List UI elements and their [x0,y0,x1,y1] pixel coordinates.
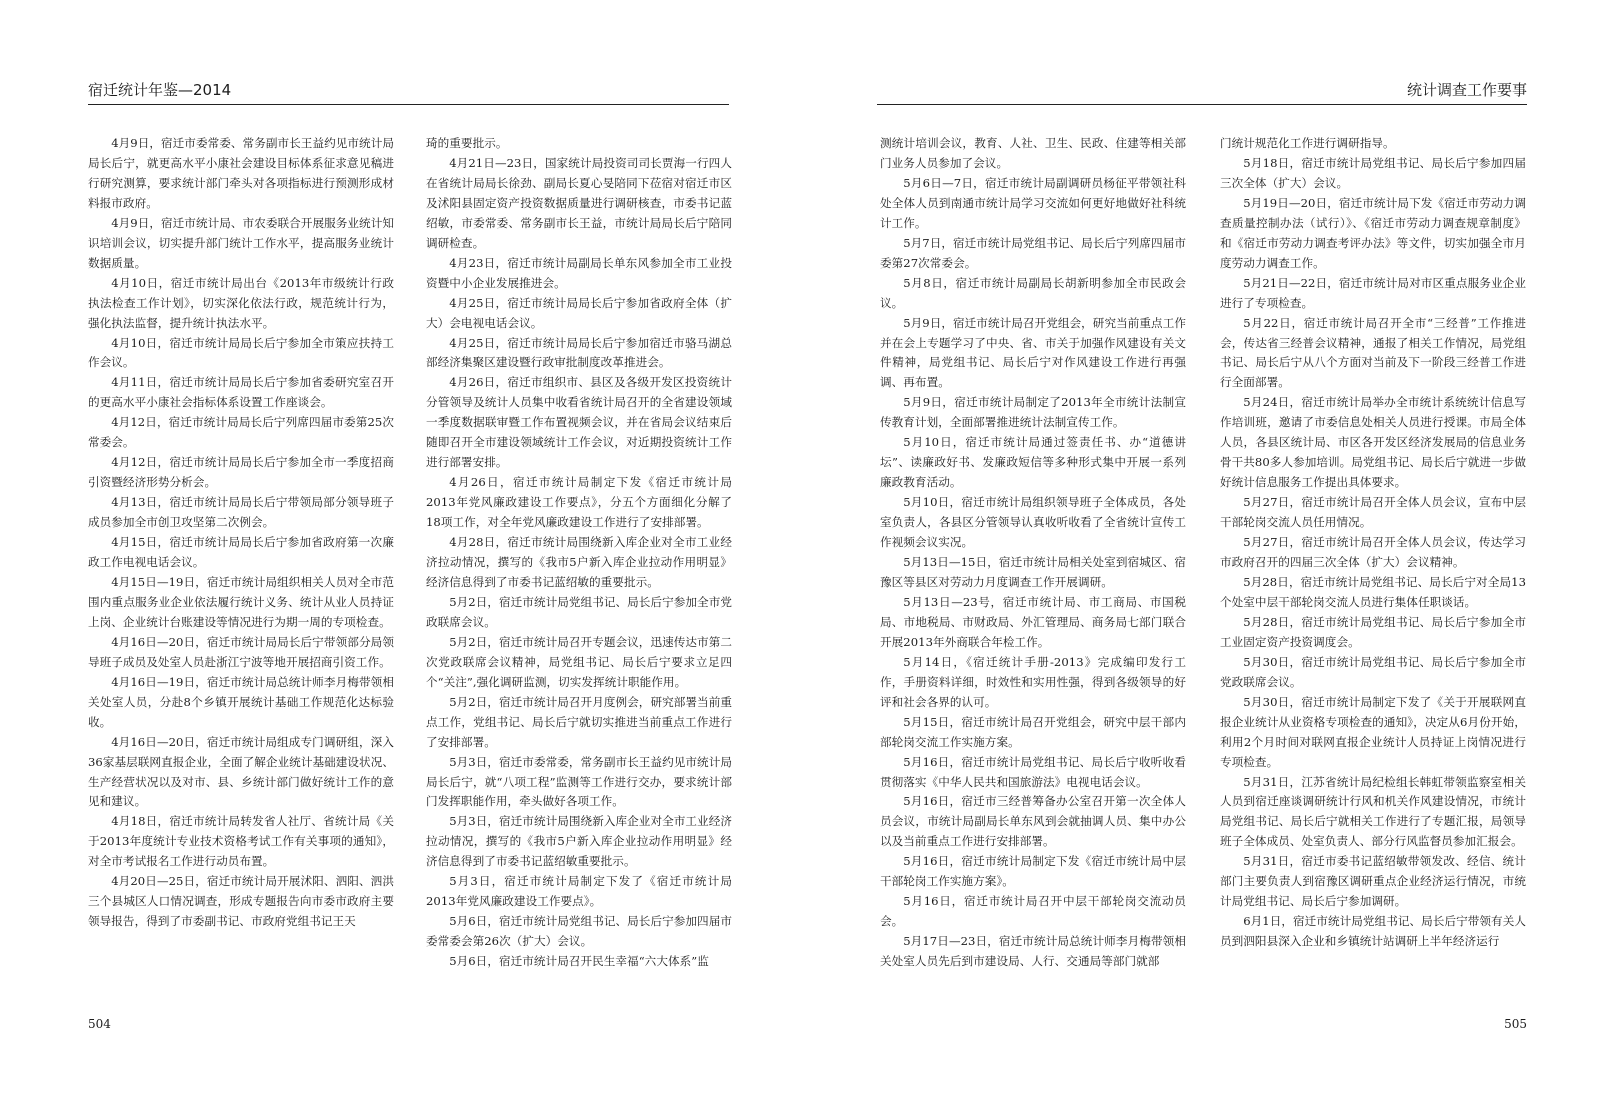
entry-paragraph: 5月9日，宿迁市统计局制定了2013年全市统计法制宣传教育计划，全面部署推进统计法制宣传工作。 [880,395,1186,430]
entry-paragraph: 4月25日，宿迁市统计局局长后宁参加省政府全体（扩大）会电视电话会议。 [426,295,732,330]
entry-paragraph: 4月21日—23日，国家统计局投资司司长贾海一行四人在省统计局局长徐劲、副局长夏心旻陪同下莅宿对宿迁市区及沭阳县固定资产投资数据质量进行调研核查，市委书记蓝绍敏，市委常委、常务副市长王益，市统计局局长后宁陪同调研检查。 [426,155,732,250]
entry-paragraph: 5月2日，宿迁市统计局召开月度例会，研究部署当前重点工作，党组书记、局长后宁就切实推进当前重点工作进行了安排部署。 [426,694,732,749]
entry-paragraph: 4月15日，宿迁市统计局局长后宁参加省政府第一次廉政工作电视电话会议。 [88,535,394,570]
entry-paragraph: 5月30日，宿迁市统计局制定下发了《关于开展联网直报企业统计从业资格专项检查的通知》，决定从6月份开始，利用2个月时间对联网直报企业统计人员持证上岗情况进行专项检查。 [1220,694,1526,769]
running-header [88,78,729,105]
running-header [877,78,1527,105]
entry-paragraph: 5月10日，宿迁市统计局通过签责任书、办“道德讲坛”、读廉政好书、发廉政短信等多种形式集中开展一系列廉政教育活动。 [880,435,1186,490]
entry-paragraph: 5月3日，宿迁市统计局制定下发了《宿迁市统计局2013年党风廉政建设工作要点》。 [426,874,732,909]
page-number: 504 [88,1017,111,1031]
entry-paragraph: 5月9日，宿迁市统计局召开党组会，研究当前重点工作并在会上专题学习了中央、省、市关于加强作风建设有关文件精神，局党组书记、局长后宁对作风建设工作进行再强调、再布置。 [880,315,1186,390]
entry-paragraph: 5月8日，宿迁市统计局副局长胡新明参加全市民政会议。 [880,275,1186,310]
entry-paragraph: 5月16日，宿迁市统计局制定下发《宿迁市统计局中层干部轮岗工作实施方案》。 [880,854,1186,889]
entry-paragraph: 5月21日—22日，宿迁市统计局对市区重点服务业企业进行了专项检查。 [1220,275,1526,310]
entry-paragraph: 5月18日，宿迁市统计局党组书记、局长后宁参加四届三次全体（扩大）会议。 [1220,155,1526,190]
entry-paragraph: 5月22日，宿迁市统计局召开全市“三经普”工作推进会，传达省三经普会议精神，通报了相关工作情况，局党组书记、局长后宁从八个方面对当前及下一阶段三经普工作进行全面部署。 [1220,315,1526,390]
entry-paragraph: 4月20日—25日，宿迁市统计局开展沭阳、泗阳、泗洪三个县城区人口情况调查，形成专题报告向市委市政府主要领导报告，得到了市委副书记、市政府党组书记王天 [88,874,394,929]
entry-paragraph: 4月11日，宿迁市统计局局长后宁参加省委研究室召开的更高水平小康社会指标体系设置工作座谈会。 [88,375,394,410]
entry-paragraph: 4月28日，宿迁市统计局围绕新入库企业对全市工业经济拉动情况，撰写的《我市5户新入库企业拉动作用明显》经济信息得到了市委书记蓝绍敏的重要批示。 [426,535,732,589]
entry-paragraph: 5月27日，宿迁市统计局召开全体人员会议，宣布中层干部轮岗交流人员任用情况。 [1220,495,1526,530]
entry-paragraph: 5月27日，宿迁市统计局召开全体人员会议，传达学习市政府召开的四届三次全体（扩大）会议精神。 [1220,535,1526,570]
entry-paragraph: 5月6日—7日，宿迁市统计局副调研员杨征平带领社科处全体人员到南通市统计局学习交流如何更好地做好社科统计工作。 [880,175,1186,230]
entry-paragraph: 4月26日，宿迁市组织市、县区及各级开发区投资统计分管领导及统计人员集中收看省统计局召开的全省建设领域一季度数据联审暨工作布置视频会议，并在省局会议结束后随即召开全市建设领域统计工作会议，对近期投资统计工作进行部署安排。 [426,375,732,470]
entry-paragraph: 5月14日，《宿迁统计手册-2013》完成编印发行工作，手册资料详细，时效性和实用性强，得到各级领导的好评和社会各界的认可。 [880,654,1186,709]
entry-paragraph: 5月10日，宿迁市统计局组织领导班子全体成员，各处室负责人，各县区分管领导认真收听收看了全省统计宣传工作视频会议实况。 [880,495,1186,550]
entry-paragraph: 4月12日，宿迁市统计局局长后宁列席四届市委第25次常委会。 [88,415,394,450]
entry-paragraph: 4月26日，宿迁市统计局制定下发《宿迁市统计局2013年党风廉政建设工作要点》，分五个方面细化分解了18项工作，对全年党风廉政建设工作进行了安排部署。 [426,475,732,530]
page-number: 505 [1504,1017,1527,1031]
entry-paragraph: 5月28日，宿迁市统计局党组书记、局长后宁对全局13个处室中层干部轮岗交流人员进行集体任职谈话。 [1220,574,1526,609]
entry-paragraph: 5月16日，宿迁市统计局党组书记、局长后宁收听收看贯彻落实《中华人民共和国旅游法》电视电话会议。 [880,754,1186,789]
entry-paragraph: 测统计培训会议，教育、人社、卫生、民政、住建等相关部门业务人员参加了会议。 [880,136,1186,170]
entry-paragraph: 4月9日，宿迁市统计局、市农委联合开展服务业统计知识培训会议，切实提升部门统计工作水平，提高服务业统计数据质量。 [88,215,394,270]
entry-paragraph: 5月28日，宿迁市统计局党组书记、局长后宁参加全市工业固定资产投资调度会。 [1220,614,1526,649]
text-column [426,134,732,972]
entry-paragraph: 5月6日，宿迁市统计局召开民生幸福“六大体系”监 [449,954,709,969]
entry-paragraph: 5月30日，宿迁市统计局党组书记、局长后宁参加全市党政联席会议。 [1220,654,1526,689]
entry-paragraph: 5月13日—23号，宿迁市统计局、市工商局、市国税局、市地税局、市财政局、外汇管理局、商务局七部门联合开展2013年外商联合年检工作。 [880,594,1186,649]
entry-paragraph: 5月19日—20日，宿迁市统计局下发《宿迁市劳动力调查质量控制办法（试行）》、《宿迁市劳动力调查规章制度》和《宿迁市劳动力调查考评办法》等文件，切实加强全市月度劳动力调查工作。 [1220,195,1526,270]
entry-paragraph: 4月16日—20日，宿迁市统计局局长后宁带领部分局领导班子成员及处室人员赴浙江宁波等地开展招商引资工作。 [88,634,394,669]
entry-paragraph: 5月17日—23日，宿迁市统计局总统计师李月梅带领相关处室人员先后到市建设局、人行、交通局等部门就部 [880,934,1186,969]
entry-paragraph: 4月13日，宿迁市统计局局长后宁带领局部分领导班子成员参加全市创卫攻坚第二次例会。 [88,495,394,530]
entry-paragraph: 4月10日，宿迁市统计局出台《2013年市级统计行政执法检查工作计划》，切实深化依法行政，规范统计行为，强化执法监督，提升统计执法水平。 [88,275,394,330]
entry-paragraph: 5月6日，宿迁市统计局党组书记、局长后宁参加四届市委常委会第26次（扩大）会议。 [426,914,732,949]
entry-paragraph: 4月15日—19日，宿迁市统计局组织相关人员对全市范围内重点服务业企业依法履行统计义务、统计从业人员持证上岗、企业统计台账建设等情况进行为期一周的专项检查。 [88,574,394,629]
entry-paragraph: 4月25日，宿迁市统计局局长后宁参加宿迁市骆马湖总部经济集聚区建设暨行政审批制度改革推进会。 [426,335,732,370]
entry-paragraph: 5月3日，宿迁市统计局围绕新入库企业对全市工业经济拉动情况，撰写的《我市5户新入库企业拉动作用明显》经济信息得到了市委书记蓝绍敏重要批示。 [426,814,732,869]
entry-paragraph: 4月16日—19日，宿迁市统计局总统计师李月梅带领相关处室人员，分赴8个乡镇开展统计基础工作规范化达标验收。 [88,674,394,729]
entry-paragraph: 5月15日，宿迁市统计局召开党组会，研究中层干部内部轮岗交流工作实施方案。 [880,714,1186,749]
entry-paragraph: 6月1日，宿迁市统计局党组书记、局长后宁带领有关人员到泗阳县深入企业和乡镇统计站调研上半年经济运行 [1220,914,1526,949]
entry-paragraph: 5月31日，宿迁市委书记蓝绍敏带领发改、经信、统计部门主要负责人到宿豫区调研重点企业经济运行情况，市统计局党组书记、局长后宁参加调研。 [1220,854,1526,909]
entry-paragraph: 5月31日，江苏省统计局纪检组长韩虹带领监察室相关人员到宿迁座谈调研统计行风和机关作风建设情况，市统计局党组书记、局长后宁就相关工作进行了专题汇报，局领导班子全体成员、处室负责人、部分行风监督员参加汇报会。 [1220,774,1526,849]
entry-paragraph: 4月12日，宿迁市统计局局长后宁参加全市一季度招商引资暨经济形势分析会。 [88,455,394,490]
entry-paragraph: 4月9日，宿迁市委常委、常务副市长王益约见市统计局局长后宁，就更高水平小康社会建设目标体系征求意见稿进行研究测算，要求统计部门牵头对各项指标进行预测形成材料报市政府。 [88,136,394,210]
entry-paragraph: 4月10日，宿迁市统计局局长后宁参加全市策应扶持工作会议。 [88,335,394,370]
entry-paragraph: 4月23日，宿迁市统计局副局长单东风参加全市工业投资暨中小企业发展推进会。 [426,255,732,290]
left-page [0,0,800,1099]
book-title: 宿迁统计年鉴—2014 [88,81,232,99]
right-page [800,0,1609,1099]
entry-paragraph: 5月3日，宿迁市委常委，常务副市长王益约见市统计局局长后宁，就“八项工程”监测等工作进行交办，要求统计部门发挥职能作用，牵头做好各项工作。 [426,754,732,809]
entry-paragraph: 门统计规范化工作进行调研指导。 [1220,136,1395,150]
entry-paragraph: 4月18日，宿迁市统计局转发省人社厅、省统计局《关于2013年度统计专业技术资格考试工作有关事项的通知》，对全市考试报名工作进行动员布置。 [88,814,394,869]
text-column [88,134,394,932]
entry-paragraph: 5月16日，宿迁市统计局召开中层干部轮岗交流动员会。 [880,894,1186,929]
entry-paragraph: 5月2日，宿迁市统计局党组书记、局长后宁参加全市党政联席会议。 [426,594,732,629]
entry-paragraph: 5月7日，宿迁市统计局党组书记、局长后宁列席四届市委第27次常委会。 [880,235,1186,270]
text-column [880,134,1186,972]
text-column [1220,134,1526,952]
section-title: 统计调查工作要事 [1406,81,1527,99]
entry-paragraph: 5月2日，宿迁市统计局召开专题会议，迅速传达市第二次党政联席会议精神，局党组书记、局长后宁要求立足四个“关注”,强化调研监测，切实发挥统计职能作用。 [426,634,732,689]
entry-paragraph: 5月16日，宿迁市三经普筹备办公室召开第一次全体人员会议，市统计局副局长单东风到会就抽调人员、集中办公以及当前重点工作进行安排部署。 [880,794,1186,849]
entry-paragraph: 5月13日—15日，宿迁市统计局相关处室到宿城区、宿豫区等县区对劳动力月度调查工作开展调研。 [880,555,1186,589]
entry-paragraph: 琦的重要批示。 [426,136,508,150]
entry-paragraph: 4月16日—20日，宿迁市统计局组成专门调研组，深入36家基层联网直报企业，全面了解企业统计基础建设状况、生产经营状况以及对市、县、乡统计部门做好统计工作的意见和建议。 [88,734,394,809]
entry-paragraph: 5月24日，宿迁市统计局举办全市统计系统统计信息写作培训班，邀请了市委信息处相关人员进行授课。市局全体人员，各县区统计局、市区各开发区经济发展局的信息业务骨干共80多人参加培训。局党组书记、局长后宁就进一步做好统计信息服务工作提出具体要求。 [1220,395,1526,490]
